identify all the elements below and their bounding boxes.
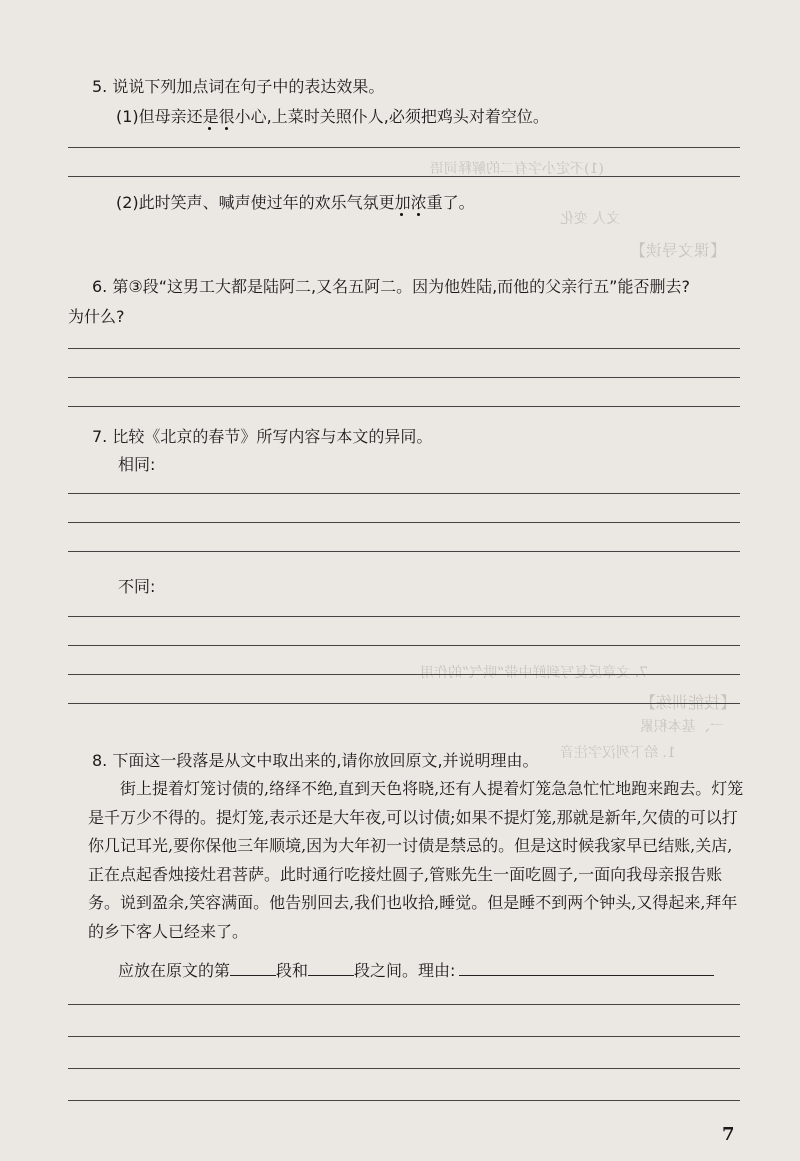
- answer-prompt-text: 段和: [276, 961, 309, 980]
- question-7-diff-label: 不同:: [118, 577, 156, 596]
- question-5-title: 5. 说说下列加点词在句子中的表达效果。: [92, 77, 385, 96]
- bleed-through-text: 文人 变化: [560, 211, 621, 227]
- paragraph-blank-1[interactable]: [230, 961, 276, 976]
- answer-line[interactable]: [68, 348, 740, 349]
- question-8-passage: 街上提着灯笼讨债的,络绎不绝,直到天色将晓,还有人提着灯笼急急忙忙地跑来跑去。灯笼是千万少不得的。提灯笼,表示还是大年夜,可以讨债;如果不提灯笼,那就是新年,欠债的可以打你几记耳光,要你保他三年顺境,因为大年初一讨债是禁忌的。但是这时候我家早已结账,关店,正在点起香烛接灶君菩萨。此时通行吃接灶圆子,管账先生一面吃圆子,一面向我母亲报告账务。说到盈余,笑容满面。他告别回去,我们也收拾,睡觉。但是睡不到两个钟头,又得起来,拜年的乡下客人已经来了。: [88, 779, 744, 941]
- emphasis-dot: [225, 127, 228, 130]
- emphasis-dot: [400, 213, 403, 216]
- answer-line[interactable]: [68, 522, 740, 523]
- bleed-through-text: 一、基本积累: [640, 719, 724, 735]
- bleed-through-text: (1)不定小字有二的解释词语: [430, 161, 604, 177]
- answer-line[interactable]: [68, 616, 740, 617]
- emphasis-dot: [417, 213, 420, 216]
- answer-line[interactable]: [68, 377, 740, 378]
- answer-line[interactable]: [68, 1004, 740, 1005]
- question-6-line-2: 为什么?: [68, 307, 125, 326]
- question-8-title: 8. 下面这一段落是从文中取出来的,请你放回原文,并说明理由。: [92, 751, 539, 770]
- answer-line[interactable]: [68, 645, 740, 646]
- paragraph-blank-2[interactable]: [308, 961, 354, 976]
- answer-prompt-text: 段之间。理由:: [354, 961, 456, 980]
- answer-line[interactable]: [68, 1068, 740, 1069]
- bleed-through-text: 1. 给下列汉字注音: [560, 745, 676, 761]
- answer-prompt-text: 应放在原文的第: [118, 961, 231, 980]
- bleed-through-text: 【技能训练】: [640, 693, 737, 712]
- answer-line[interactable]: [68, 1036, 740, 1037]
- answer-line[interactable]: [68, 147, 740, 148]
- answer-line[interactable]: [68, 1100, 740, 1101]
- question-8-answer-prompt: [118, 958, 714, 981]
- answer-line[interactable]: [68, 406, 740, 407]
- emphasis-dot: [208, 127, 211, 130]
- question-5-sentence-2: (2)此时笑声、喊声使过年的欢乐气氛更加浓重了。: [116, 193, 475, 212]
- answer-line[interactable]: [68, 703, 740, 704]
- answer-line[interactable]: [68, 551, 740, 552]
- question-5-sentence-1: (1)但母亲还是很小心,上菜时关照仆人,必须把鸡头对着空位。: [116, 107, 549, 126]
- reason-blank[interactable]: [459, 961, 714, 976]
- question-7-same-label: 相同:: [118, 455, 156, 474]
- question-6-line-1: 6. 第③段“这男工大都是陆阿二,又名五阿二。因为他姓陆,而他的父亲行五”能否删去?: [92, 277, 690, 296]
- answer-line[interactable]: [68, 674, 740, 675]
- bleed-through-text: 【课文导读】: [630, 241, 727, 260]
- page-number: 7: [722, 1124, 735, 1145]
- bleed-through-text: 7. 文章反复写到鲜中带“哄气”的作用: [420, 665, 649, 681]
- answer-line[interactable]: [68, 176, 740, 177]
- question-7-title: 7. 比较《北京的春节》所写内容与本文的异同。: [92, 427, 433, 446]
- answer-line[interactable]: [68, 493, 740, 494]
